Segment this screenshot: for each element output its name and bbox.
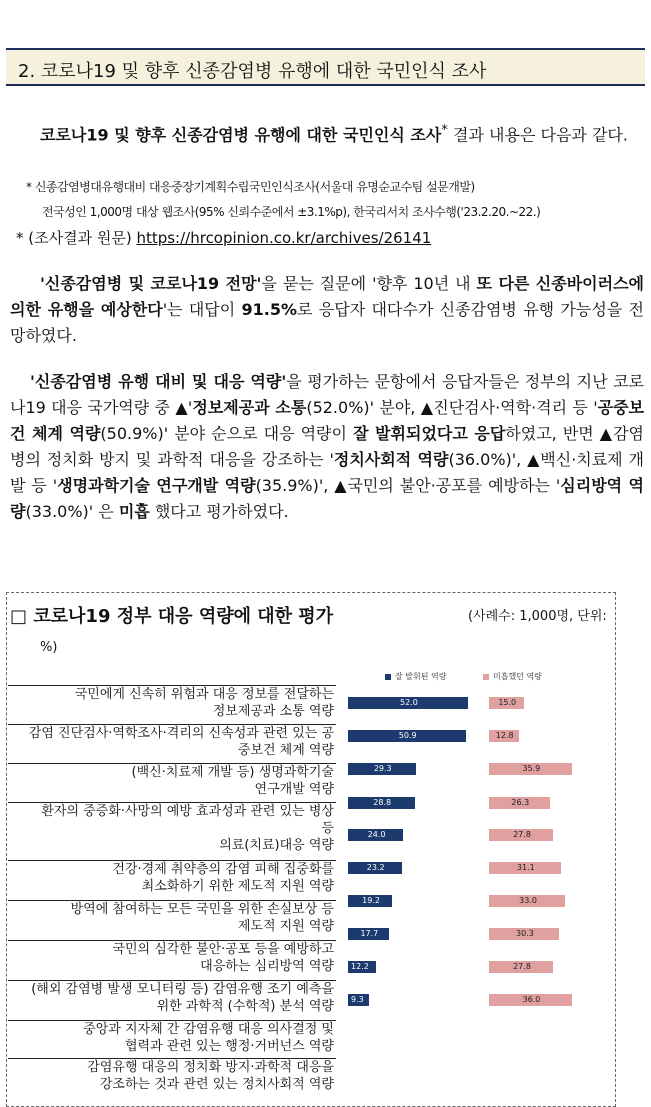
bar-good-label: 29.3 bbox=[373, 764, 392, 773]
category-label-line: 대응하는 심리방역 역량 bbox=[200, 959, 334, 974]
category-label bbox=[8, 860, 336, 900]
legend-good-label: 잘 발휘된 역량 bbox=[395, 672, 447, 681]
category-label-line: 강조하는 것과 관련 있는 정치사회적 역량 bbox=[99, 1077, 334, 1092]
capacity-text-5: (36.0%)', ▲백신·치료제 개발 등 ' bbox=[10, 450, 644, 495]
category-label bbox=[8, 900, 336, 940]
category-label-line: 의료(치료)대응 역량 bbox=[219, 838, 334, 853]
bar-bad-label: 30.3 bbox=[515, 929, 534, 938]
bar-good-label: 17.7 bbox=[360, 929, 379, 938]
section-title: 2. 코로나19 및 향후 신종감염병 유행에 대한 국민인식 조사 bbox=[18, 61, 487, 82]
chart-title: □ 코로나19 정부 대응 역량에 대한 평가 bbox=[10, 606, 334, 627]
category-label bbox=[8, 724, 336, 763]
outlook-text-2: '는 대답이 bbox=[162, 300, 242, 319]
bar-good-label: 50.9 bbox=[398, 731, 417, 740]
category-label bbox=[8, 802, 336, 860]
footnote-3-prefix: * (조사결과 원문) bbox=[16, 229, 137, 247]
footnote-2: 전국성인 1,000명 대상 웹조사(95% 신뢰수준에서 ±3.1%p), 한국리서치 조사수행('23.2.20.~22.) bbox=[42, 205, 541, 219]
legend-bad-label: 미흡했던 역량 bbox=[493, 672, 542, 681]
outlook-answer: 또 다른 신종바이러스에 의한 유행을 예상한다 bbox=[10, 274, 645, 319]
bar-bad-label: 35.9 bbox=[522, 764, 541, 773]
chart-subtitle-unit: %) bbox=[40, 640, 58, 655]
survey-name: 코로나19 및 향후 신종감염병 유행에 대한 국민인식 조사 bbox=[40, 125, 442, 145]
bar-bad-label: 31.1 bbox=[516, 863, 535, 872]
legend-bad bbox=[483, 671, 542, 682]
capacity-text-3: (50.9%)' 분야 순으로 대응 역량이 bbox=[100, 424, 354, 443]
capacity-info: 정보제공과 소통 bbox=[192, 398, 307, 417]
capacity-political: 정치사회적 역량 bbox=[333, 450, 449, 469]
category-label bbox=[8, 763, 336, 802]
category-label-line: 감염유행 대응의 정치화 방지·과학적 대응을 bbox=[87, 1060, 334, 1075]
category-label-line: 방역에 참여하는 모든 국민을 위한 손실보상 등 bbox=[70, 902, 334, 917]
category-label-line: 최소화하기 위한 제도적 지원 역량 bbox=[141, 879, 334, 894]
capacity-research: 생명과학기술 연구개발 역량 bbox=[57, 476, 256, 495]
intro-rest: 결과 내용은 다음과 같다. bbox=[447, 125, 628, 145]
category-label-line: 정보제공과 소통 역량 bbox=[212, 704, 334, 719]
capacity-text-4: 하였고, 반면 ▲감염병의 정치화 방지 및 과학적 대응을 강조하는 ' bbox=[10, 424, 645, 469]
category-label-line: 위한 과학적 (수학적) 분석 역량 bbox=[156, 999, 334, 1014]
legend-bad-swatch bbox=[483, 674, 489, 680]
bar-bad-label: 26.3 bbox=[511, 798, 530, 807]
capacity-text-8: 했다고 평가하였다. bbox=[149, 502, 289, 521]
bar-good-label: 24.0 bbox=[367, 830, 386, 839]
category-label-line: (백신·치료제 개발 등) 생명과학기술 bbox=[131, 765, 334, 780]
capacity-text-6: (35.9%)', ▲국민의 불안·공포를 예방하는 ' bbox=[255, 476, 561, 495]
capacity-text-7: (33.0%)' 은 bbox=[25, 502, 119, 521]
bar-good-label: 19.2 bbox=[362, 896, 380, 905]
capacity-good: 잘 발휘되었다고 응답 bbox=[353, 424, 506, 443]
category-label-line: 감염 진단검사·역학조사·격리의 신속성과 관련 있는 공 bbox=[28, 726, 334, 741]
bar-good-label: 23.2 bbox=[366, 863, 385, 872]
capacity-text-1: 을 평가하는 문항에서 응답자들은 정부의 지난 코로나19 대응 국가역량 중 ▲' bbox=[10, 372, 644, 417]
capacity-psych: 심리방역 역량 bbox=[10, 476, 644, 521]
category-label-line: 환자의 중증화·사망의 예방 효과성과 관련 있는 병상 bbox=[41, 804, 334, 819]
capacity-topic: '신종감염병 유행 대비 및 대응 역량' bbox=[30, 372, 287, 391]
capacity-health: 공중보건 체계 역량 bbox=[10, 398, 644, 443]
bar-bad-label: 12.8 bbox=[495, 731, 514, 740]
bar-good-label: 52.0 bbox=[400, 698, 418, 707]
category-label-line: 협력과 관련 있는 행정·거버넌스 역량 bbox=[124, 1039, 334, 1054]
category-label-line: 국민의 심각한 불안·공포 등을 예방하고 bbox=[112, 942, 334, 957]
outlook-percent: 91.5% bbox=[241, 300, 298, 319]
category-label bbox=[8, 1020, 336, 1058]
category-label-line: 제도적 지원 역량 bbox=[237, 919, 334, 934]
chart-subtitle: (사례수: 1,000명, 단위: bbox=[468, 609, 607, 624]
footnote-3 bbox=[16, 227, 431, 248]
footnote-1: * 신종감염병대유행대비 대응중장기계획수립국민인식조사(서울대 유명순교수팀 설문개발) bbox=[26, 180, 475, 194]
outlook-text-3: 로 응답자 대다수가 신종감염병 유행 가능성을 전망하였다. bbox=[10, 300, 644, 345]
bar-bad-label: 27.8 bbox=[513, 962, 531, 971]
category-label-line: 국민에게 신속히 위험과 대응 정보를 전달하는 bbox=[74, 687, 334, 702]
legend-good-swatch bbox=[385, 674, 391, 680]
category-label-line: (해외 감염병 발생 모니터링 등) 감염유행 조기 예측을 bbox=[31, 982, 334, 997]
bar-bad-label: 27.8 bbox=[513, 830, 531, 839]
category-label-line: 연구개발 역량 bbox=[254, 782, 334, 797]
category-label-line: 중보건 체계 역량 bbox=[237, 743, 334, 758]
category-label bbox=[8, 980, 336, 1020]
bar-bad-label: 36.0 bbox=[522, 995, 541, 1004]
bar-good-label: 28.8 bbox=[373, 798, 392, 807]
footnote-mark: * bbox=[441, 123, 448, 138]
category-label-line: 등 bbox=[321, 821, 334, 836]
intro-paragraph bbox=[10, 118, 644, 148]
capacity-poor: 미흡 bbox=[118, 502, 150, 521]
category-label bbox=[8, 685, 336, 724]
result-link[interactable]: https://hrcopinion.co.kr/archives/26141 bbox=[136, 229, 432, 247]
capacity-text-2: (52.0%)' 분야, ▲진단검사·역학·격리 등 ' bbox=[306, 398, 598, 417]
category-label-line: 건강·경제 취약층의 감염 피해 집중화를 bbox=[112, 862, 334, 877]
outlook-text-1: 을 묻는 질문에 '향후 10년 내 bbox=[261, 274, 477, 293]
bar-good-label: 9.3 bbox=[351, 995, 364, 1004]
category-label-line: 중앙과 지자체 간 감염유행 대응 의사결정 및 bbox=[83, 1022, 334, 1037]
section-header bbox=[6, 48, 645, 86]
category-label bbox=[8, 940, 336, 980]
bar-bad-label: 15.0 bbox=[498, 698, 517, 707]
outlook-topic: '신종감염병 및 코로나19 전망' bbox=[40, 274, 262, 293]
outlook-paragraph bbox=[10, 271, 644, 349]
legend-good bbox=[385, 671, 446, 682]
bar-good-label: 12.2 bbox=[351, 962, 369, 971]
bar-bad-label: 33.0 bbox=[519, 896, 537, 905]
capacity-paragraph bbox=[10, 369, 644, 525]
category-label bbox=[8, 1058, 336, 1098]
